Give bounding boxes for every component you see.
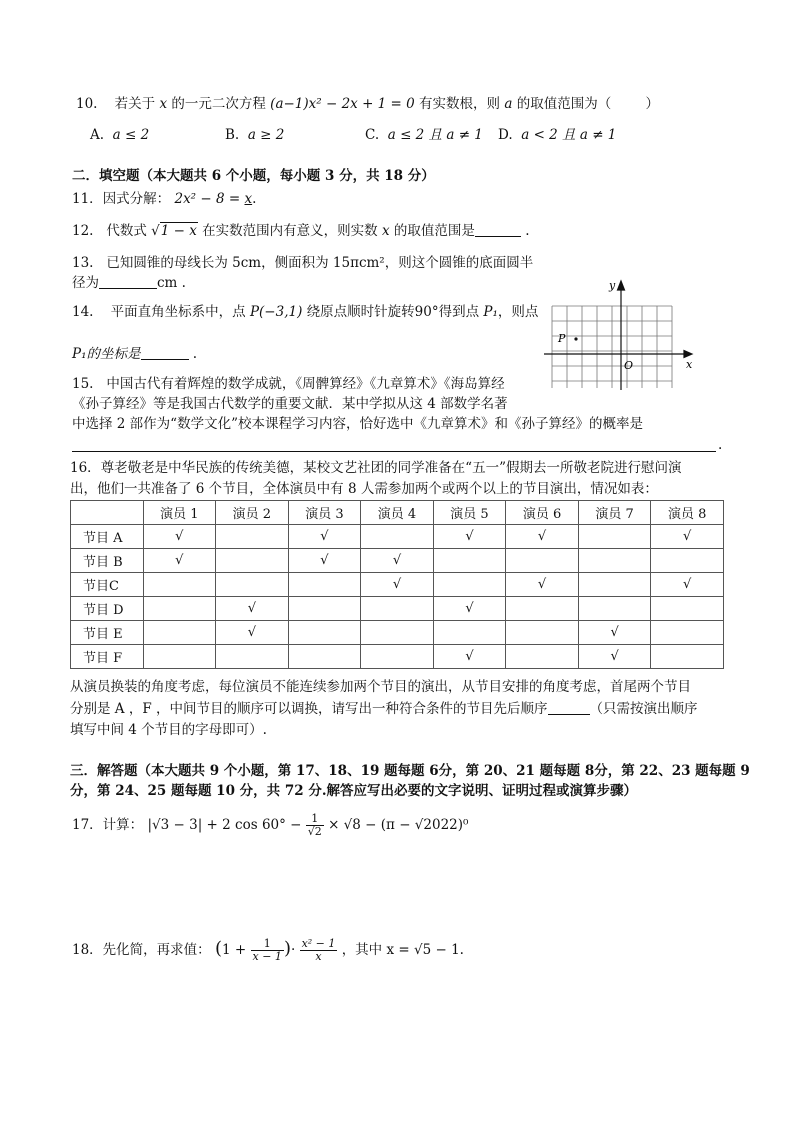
question-16-after3: 填写中间 4 个节目的字母即可）. <box>70 722 267 738</box>
question-15-answer-line[interactable] <box>72 451 716 452</box>
p-label: P <box>558 332 566 345</box>
table-cell: √ <box>506 573 579 597</box>
point-p <box>574 337 577 340</box>
table-cell <box>651 549 724 573</box>
table-header-cell: 演员 1 <box>143 501 216 525</box>
table-cell: √ <box>433 645 506 669</box>
table-cell <box>433 549 506 573</box>
answer-blank[interactable] <box>475 222 521 237</box>
section-2-heading: 二．填空题（本大题共 6 个小题，每小题 3 分，共 18 分） <box>72 168 435 184</box>
row-label: 节目 A <box>71 525 144 549</box>
table-header-cell <box>71 501 144 525</box>
answer-x: x <box>244 191 253 207</box>
question-15: 15. 中国古代有着辉煌的数学成就，《周髀算经》《九章算术》《海岛算经 <box>72 376 505 392</box>
table-cell <box>288 597 361 621</box>
question-11: 11．因式分解： 2x² − 8 = x. <box>72 191 257 207</box>
table-cell <box>506 597 579 621</box>
table-cell <box>578 573 651 597</box>
question-16-after1: 从演员换装的角度考虑，每位演员不能连续参加两个节目的演出，从节目安排的角度考虑，首尾两个节目 <box>70 679 691 695</box>
table-header-cell: 演员 5 <box>433 501 506 525</box>
answer-blank[interactable] <box>99 274 157 289</box>
table-cell <box>651 645 724 669</box>
table-cell <box>433 573 506 597</box>
table-cell <box>216 525 289 549</box>
table-cell <box>288 621 361 645</box>
question-17: 17．计算： |√3 − 3| + 2 cos 60° − $\frac{1}{√2}$ × √8 − (π − √2022)⁰ <box>72 812 469 838</box>
table-cell: √ <box>143 549 216 573</box>
table-cell <box>216 645 289 669</box>
table-cell <box>578 597 651 621</box>
row-label: 节目 B <box>71 549 144 573</box>
table-cell: √ <box>578 621 651 645</box>
table-cell <box>143 573 216 597</box>
table-cell: √ <box>361 573 434 597</box>
question-number: 10. <box>76 96 98 112</box>
question-16: 16．尊老敬老是中华民族的传统美德，某校文艺社团的同学准备在“五一”假期去一所敬老院进行慰问演 <box>70 460 682 476</box>
fraction: $\frac{1}{√2}$ <box>307 812 322 838</box>
question-14: 14. 平面直角坐标系中，点 P(−3,1) 绕原点顺时针旋转90°得到点 P₁，则点 <box>72 304 539 320</box>
y-axis-arrow <box>618 281 625 290</box>
table-header-cell: 演员 2 <box>216 501 289 525</box>
row-label: 节目 E <box>71 621 144 645</box>
option-b: B. a ≥ 2 <box>225 127 285 143</box>
table-cell: √ <box>288 525 361 549</box>
table-header-cell: 演员 8 <box>651 501 724 525</box>
table-cell <box>651 597 724 621</box>
table-row <box>71 525 724 549</box>
table-row <box>71 549 724 573</box>
table-cell <box>361 645 434 669</box>
table-header-cell: 演员 6 <box>506 501 579 525</box>
coordinate-grid-figure <box>542 278 702 390</box>
x-axis-label: x <box>686 358 693 371</box>
question-12: 12. 代数式 √1 − x 在实数范围内有意义，则实数 x 的取值范围是 . <box>72 223 530 239</box>
table-cell: √ <box>433 525 506 549</box>
question-18: 18．先化简，再求值： (1 + $\frac{1}{x - 1}$ )· $\frac{\text{x² − 1}}{x}$ ，其中 x = √5 − 1. <box>72 937 464 963</box>
table-cell: √ <box>433 597 506 621</box>
origin-label: O <box>624 359 634 372</box>
table-row <box>71 597 724 621</box>
table-cell: √ <box>143 525 216 549</box>
table-cell: √ <box>651 573 724 597</box>
question-13: 13. 已知圆锥的母线长为 5cm，侧面积为 15πcm²，则这个圆锥的底面圆半 <box>72 255 534 271</box>
table-cell <box>651 621 724 645</box>
question-13-line2: 径为 cm . <box>72 275 186 291</box>
table-cell <box>143 621 216 645</box>
table-cell <box>506 549 579 573</box>
option-a: A. a ≤ 2 <box>90 127 150 143</box>
row-label: 节目C <box>71 573 144 597</box>
answer-blank[interactable] <box>548 700 590 715</box>
table-cell <box>288 645 361 669</box>
question-15-line3: 中选择 2 部作为“数学文化”校本课程学习内容，恰好选中《九章算术》和《孙子算经》的概率是 <box>72 416 643 432</box>
table-cell: √ <box>216 621 289 645</box>
table-cell <box>216 573 289 597</box>
table-cell: √ <box>288 549 361 573</box>
table-cell: √ <box>651 525 724 549</box>
row-label: 节目 F <box>71 645 144 669</box>
question-10: 10. 若关于 x 的一元二次方程 (a−1)x² − 2x + 1 = 0 有实数根，则 a 的取值范围为（ ） <box>76 96 660 112</box>
x-axis-arrow <box>684 351 692 358</box>
question-16-line2: 出，他们一共准备了 6 个节目，全体演员中有 8 人需参加两个或两个以上的节目演出，情况如表： <box>70 481 658 497</box>
table-header-row <box>71 501 724 525</box>
table-cell <box>361 525 434 549</box>
program-actor-table <box>70 500 724 669</box>
section-3-heading: 三．解答题（本大题共 9 个小题，第 17、18、19 题每题 6分，第 20、21 题每题 8分，第 22、23 题每题 9 <box>70 763 750 779</box>
table-cell <box>506 645 579 669</box>
question-15-end: . <box>718 437 723 453</box>
table-cell <box>288 573 361 597</box>
answer-blank[interactable] <box>141 345 189 360</box>
table-cell <box>361 621 434 645</box>
table-row <box>71 621 724 645</box>
y-axis-label: y <box>609 279 616 292</box>
table-cell <box>143 645 216 669</box>
table-header-cell: 演员 3 <box>288 501 361 525</box>
table-cell <box>361 597 434 621</box>
table-header-cell: 演员 7 <box>578 501 651 525</box>
grid-lines <box>552 306 672 388</box>
question-15-line2: 《孙子算经》等是我国古代数学的重要文献．某中学拟从这 4 部数学名著 <box>72 396 508 412</box>
table-cell <box>506 621 579 645</box>
option-d: D. a < 2 且 a ≠ 1 <box>498 127 617 143</box>
table-cell <box>578 525 651 549</box>
table-cell <box>433 621 506 645</box>
table-cell: √ <box>216 597 289 621</box>
table-row <box>71 573 724 597</box>
equation: (a−1)x² − 2x + 1 = 0 <box>270 96 415 112</box>
question-14-line2: P₁的坐标是 . <box>72 346 198 362</box>
row-label: 节目 D <box>71 597 144 621</box>
table-cell: √ <box>361 549 434 573</box>
table-cell <box>216 549 289 573</box>
fraction: $\frac{1}{x - 1}$ <box>252 937 282 963</box>
table-row <box>71 645 724 669</box>
fraction: $\frac{\text{x² − 1}}{x}$ <box>301 937 336 963</box>
table-cell: √ <box>506 525 579 549</box>
table-cell <box>578 549 651 573</box>
question-10-options <box>90 126 650 144</box>
table-cell: √ <box>578 645 651 669</box>
question-16-after2: 分别是 A ，F ，中间节目的顺序可以调换，请写出一种符合条件的节目先后顺序 （只需按演出顺序 <box>70 701 698 717</box>
table-cell <box>143 597 216 621</box>
table-header-cell: 演员 4 <box>361 501 434 525</box>
section-3-heading-line2: 分，第 24、25 题每题 10 分，共 72 分.解答应写出必要的文字说明、证明过程或演算步骤） <box>70 783 638 799</box>
option-c: C. a ≤ 2 且 a ≠ 1 <box>365 127 483 143</box>
